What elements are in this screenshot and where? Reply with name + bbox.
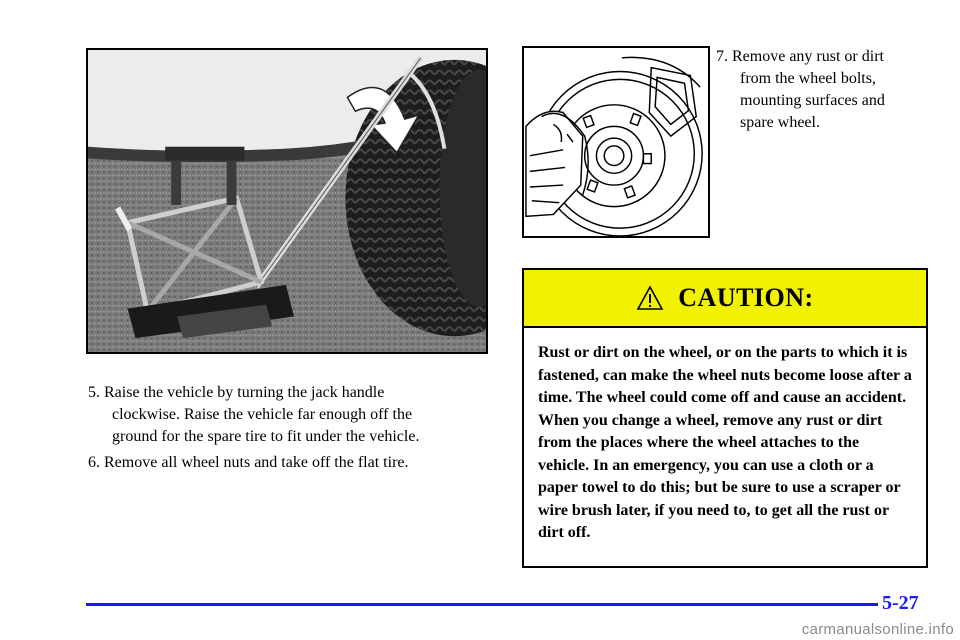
step-7-line-1: Remove any rust or dirt [732, 48, 884, 65]
caution-text: Rust or dirt on the wheel, or on the parts to which it is fastened, can make the wheel nuts become loose after a time. The wheel could come off and cause an accident. When you change a wheel, remove any rust or dirt from the places where the wheel attaches to the vehicle. In an emergency, you can use a cloth or a paper towel to do this; but be sure to use a scraper or wire brush later, if you need to, to get all the rust or dirt off. [538, 344, 912, 541]
step-6-line-1: Remove all wheel nuts and take off the flat tire. [104, 454, 409, 471]
wheel-hub-illustration [522, 46, 710, 238]
footer-rule [86, 603, 878, 606]
step-7-line-3: mounting surfaces and [740, 92, 885, 109]
warning-triangle-icon [636, 285, 664, 311]
step-5-line-3: ground for the spare tire to fit under the vehicle. [112, 428, 420, 445]
step-5-line-1: Raise the vehicle by turning the jack handle [104, 384, 385, 401]
watermark-text: carmanualsonline.info [801, 621, 954, 638]
step-5-number: 5. [88, 384, 100, 401]
step-6 [88, 452, 488, 474]
step-7 [716, 46, 926, 134]
step-7-number: 7. [716, 48, 728, 65]
jack-photo [86, 48, 488, 354]
caution-box [522, 268, 928, 568]
caution-title: CAUTION: [678, 283, 814, 312]
step-6-number: 6. [88, 454, 100, 471]
step-5 [88, 382, 488, 448]
caution-header [524, 270, 926, 328]
jack-photo-illustration [88, 50, 486, 352]
wheel-hub-drawing [524, 48, 708, 236]
step-7-line-2: from the wheel bolts, [740, 70, 876, 87]
step-7-line-4: spare wheel. [740, 114, 820, 131]
step-5-line-2: clockwise. Raise the vehicle far enough off the [112, 406, 413, 423]
page-number: 5-27 [882, 592, 919, 614]
